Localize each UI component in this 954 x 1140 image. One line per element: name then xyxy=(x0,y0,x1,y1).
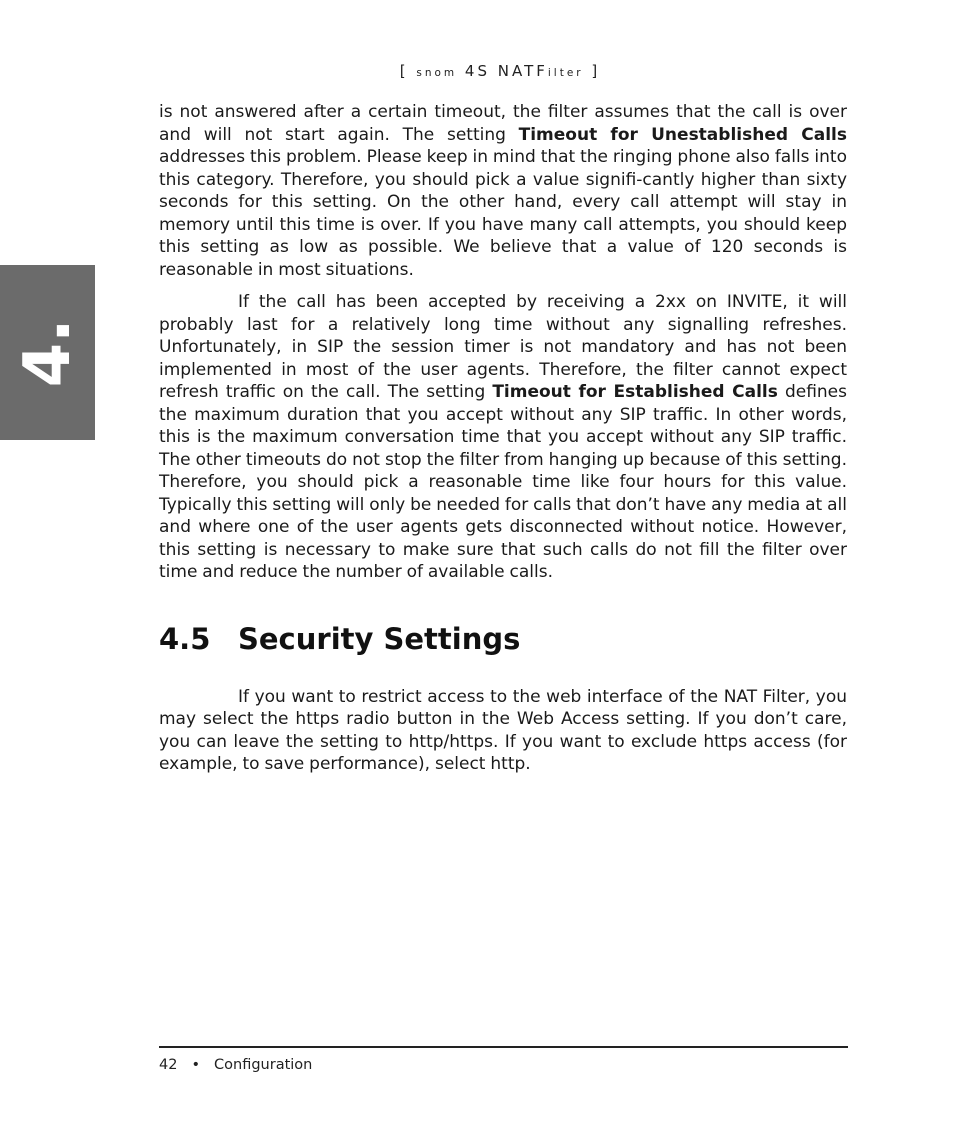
footer-bullet: • xyxy=(191,1057,201,1073)
header-bracket-open: [ xyxy=(399,62,409,80)
paragraph-text: If the call has been accepted by receiving a 2xx on INVITE, it will probably last for a relatively long time without any signalling refreshes. Unfortunately, in SIP the session timer is not mandatory and has not been implemented in most of the user agents. Therefore, the filter cannot expect refresh traffic on the call. The setting xyxy=(159,292,847,402)
paragraph-text: defines the maximum duration that you accept without any SIP traffic. In other words, this is the maximum conversation time that you accept without any SIP traffic. The other timeouts do not stop the filter from hanging up because of this setting. Therefore, you should pick a reasonable time like four hours for this value. Typically this setting will only be needed for calls that don’t have any media at all and where one of the user agents gets disconnected without notice. However, this setting is necessary to make sure that such calls do not fill the filter over time and reduce the number of available calls. xyxy=(159,382,847,582)
page-number: 42 xyxy=(159,1057,178,1073)
paragraph-unestablished-calls xyxy=(159,101,847,281)
header-bracket-close: ] xyxy=(591,62,601,80)
setting-name-unestablished: Timeout for Unestablished Calls xyxy=(518,124,847,145)
footer-divider xyxy=(159,1046,848,1048)
header-filter-initial: F xyxy=(536,62,548,80)
paragraph-text: is not answered after a certain timeout, the filter assumes that the call is over and will not start again. The setting xyxy=(159,102,847,145)
chapter-tab xyxy=(0,265,95,440)
page-footer xyxy=(159,1057,312,1073)
page-content xyxy=(159,100,847,776)
paragraph-security-settings: If you want to restrict access to the web interface of the NAT Filter, you may select the https radio button in the Web Access setting. If you don’t care, you can leave the setting to http/https. If you want to exclude https access (for example, to save performance), select http. xyxy=(159,686,847,774)
setting-name-established: Timeout for Established Calls xyxy=(492,382,778,402)
paragraph-text: addresses this problem. Please keep in mind that the ringing phone also falls into this category. Therefore, you should pick a value signifi-cantly higher than sixty seconds for this setting. On the other hand, every call attempt will stay in memory until this time is over. If you have many call attempts, you should keep this setting as low as possible. We believe that a value of 120 seconds is reasonable in most situations. xyxy=(159,147,847,280)
header-model: 4S NAT xyxy=(464,62,537,80)
section-title: Security Settings xyxy=(238,621,521,656)
running-header xyxy=(0,62,954,80)
paragraph-established-calls xyxy=(159,291,847,584)
header-filter-rest: ilter xyxy=(547,67,584,79)
footer-chapter-name: Configuration xyxy=(214,1057,313,1073)
header-brand: snom xyxy=(416,67,458,79)
section-number: 4.5 xyxy=(159,621,211,656)
section-heading xyxy=(159,621,847,657)
chapter-tab-label: 4. xyxy=(11,318,85,388)
